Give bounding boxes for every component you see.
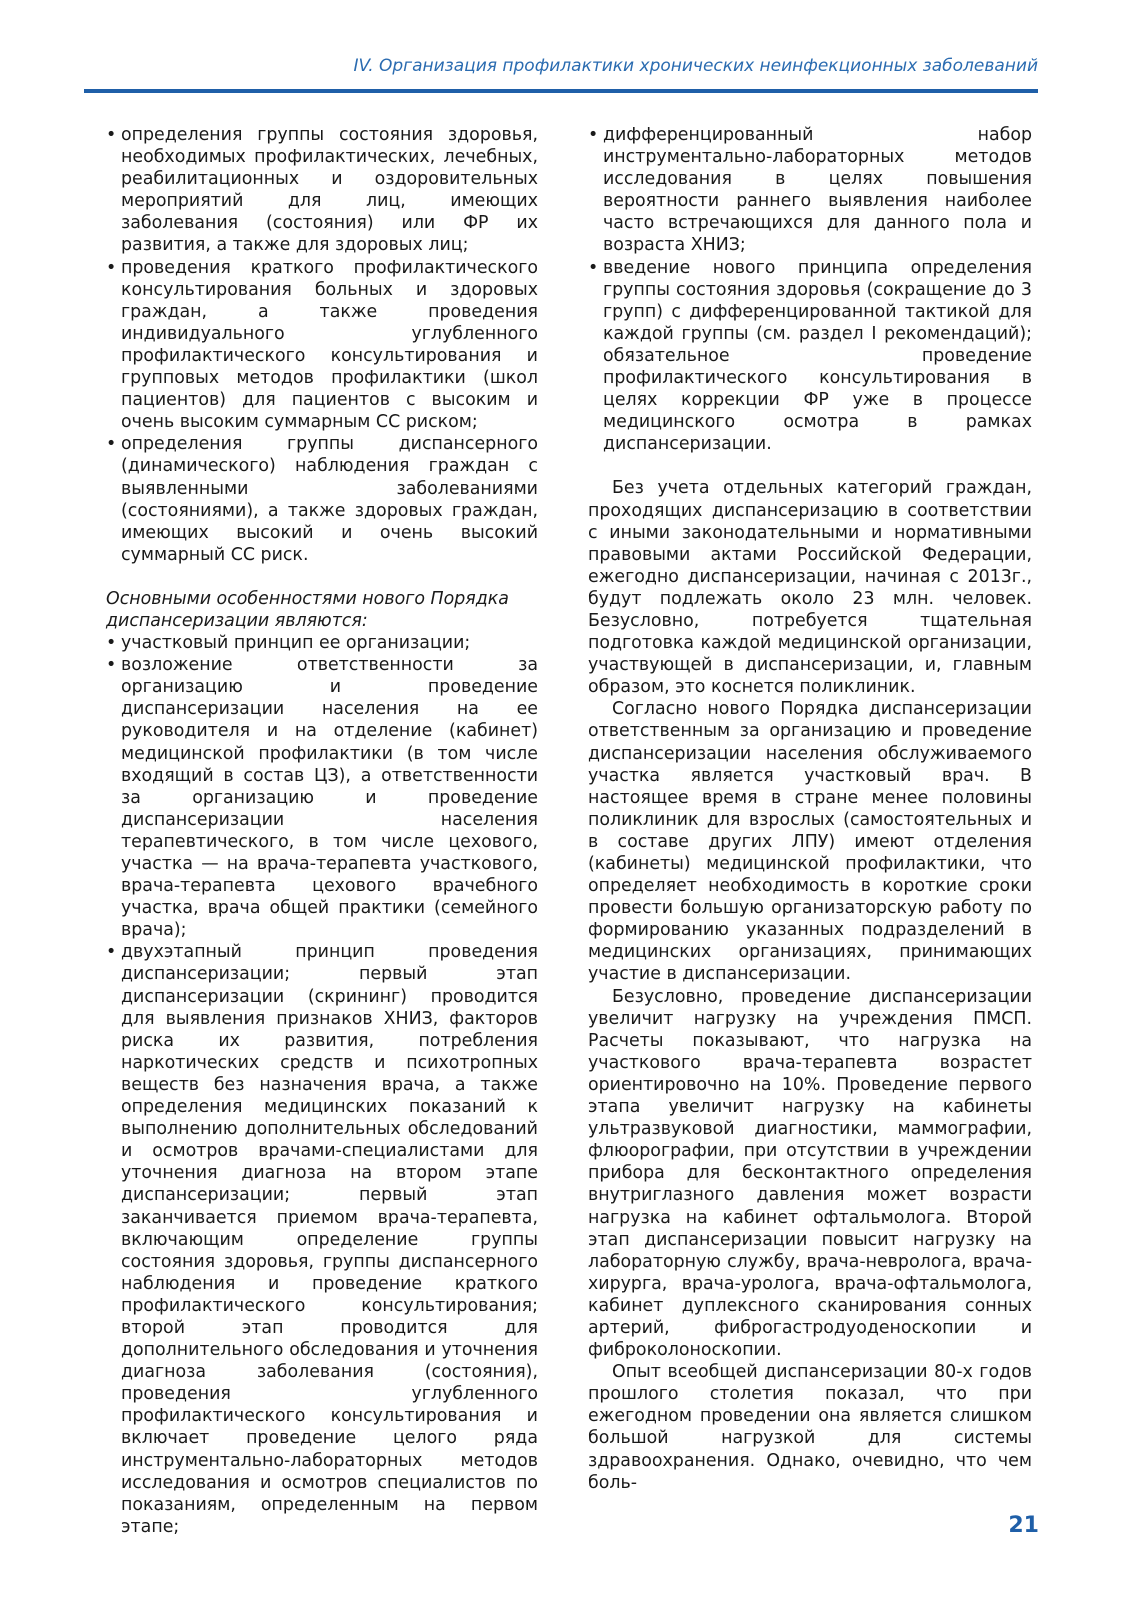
right-column: [588, 124, 1032, 1494]
header-rule: [84, 89, 1038, 93]
left-column: [106, 124, 538, 1538]
bullet-list-c: [588, 124, 1032, 455]
list-item: • определения группы диспансерного (динамического) наблюдения граждан с выявленными заболеваниями (состояниями), а также здоровых граждан, имеющих высокий и очень высокий суммарный СС риск.: [106, 433, 538, 566]
running-header: IV. Организация профилактики хронических неинфекционных заболеваний: [353, 56, 1038, 76]
section-lead: Основными особенностями нового Порядка диспансеризации являются:: [106, 588, 509, 631]
list-item: • дифференцированный набор инструментально-лабораторных методов исследования в целях повышения вероятности раннего выявления наиболее часто встречающихся для данного пола и возраста ХНИЗ;: [588, 124, 1032, 257]
list-item: • определения группы состояния здоровья, необходимых профилактических, лечебных, реабилитационных и оздоровительных мероприятий для лиц, имеющих заболевания (состояния) или ФР их развития, а также для здоровых лиц;: [106, 124, 538, 257]
list-item: • проведения краткого профилактического консультирования больных и здоровых граждан, а также проведения индивидуального углубленного профилактического консультирования и групповых методов профилактики (школ пациентов) для пациентов с высоким и очень высоким суммарным СС риском;: [106, 257, 538, 434]
paragraph: Согласно нового Порядка диспансеризации ответственным за организацию и проведение диспансеризации населения обслуживаемого участка является участковый врач. В настоящее время в стране менее половины поликлиник для взрослых (самостоятельных и в составе других ЛПУ) имеют отделения (кабинеты) медицинской профилактики, что определяет необходимость в короткие сроки провести большую организаторскую работу по формированию указанных подразделений в медицинских организациях, принимающих участие в диспансеризации.: [588, 699, 1032, 985]
list-item: • возложение ответственности за организацию и проведение диспансеризации населения на ее руководителя и на отделение (кабинет) медицинской профилактики (в том числе входящий в состав ЦЗ), а ответственности за организацию и проведение диспансеризации населения терапевтического, в том числе цехового, участка — на врача-терапевта участкового, врача-терапевта цехового врачебного участка, врача общей практики (семейного врача);: [106, 654, 538, 941]
list-item: • введение нового принципа определения группы состояния здоровья (сокращение до 3 групп) с дифференцированной тактикой для каждой группы (см. раздел I рекомендаций); обязательное проведение профилактического консультирования в целях коррекции ФР уже в процессе медицинского осмотра в рамках диспансеризации.: [588, 257, 1032, 456]
bullet-list-b: [106, 632, 538, 1538]
bullet-list-a: [106, 124, 538, 566]
list-item: • двухэтапный принцип проведения диспансеризации; первый этап диспансеризации (скрининг) проводится для выявления признаков ХНИЗ, факторов риска их развития, потребления наркотических средств и психотропных веществ без назначения врача, а также определения медицинских показаний к выполнению дополнительных обследований и осмотров врачами-специалистами для уточнения диагноза на втором этапе диспансеризации; первый этап заканчивается приемом врача-терапевта, включающим определение группы состояния здоровья, группы диспансерного наблюдения и проведение краткого профилактического консультирования; второй этап проводится для дополнительного обследования и уточнения диагноза заболевания (состояния), проведения углубленного профилактического консультирования и включает проведение целого ряда инструментально-лабораторных методов исследования и осмотров специалистов по показаниям, определенным на первом этапе;: [106, 941, 538, 1538]
page-number: 21: [1008, 1513, 1039, 1538]
paragraph: Опыт всеобщей диспансеризации 80-х годов прошлого столетия показал, что при ежегодном проведении она является слишком большой нагрузкой для системы здравоохранения. Однако, очевидно, что чем боль-: [588, 1362, 1032, 1493]
list-item: • участковый принцип ее организации;: [106, 632, 538, 654]
paragraph: Безусловно, проведение диспансеризации увеличит нагрузку на учреждения ПМСП. Расчеты показывают, что нагрузка на участкового врача-терапевта возрастет ориентировочно на 10%. Проведение первого этапа увеличит нагрузку на кабинеты ультразвуковой диагностики, маммографии, флюорографии, при отсутствии в учреждении прибора для бесконтактного определения внутриглазного давления может возрасти нагрузка на кабинет офтальмолога. Второй этап диспансеризации повысит нагрузку на лабораторную службу, врача-невролога, врача-хирурга, врача-уролога, врача-офтальмолога, кабинет дуплексного сканирования сонных артерий, фиброгастродуоденоскопии и фиброколоноскопии.: [588, 986, 1032, 1361]
paragraph: Без учета отдельных категорий граждан, проходящих диспансеризацию в соответствии с иными законодательными и нормативными правовыми актами Российской Федерации, ежегодно диспансеризации, начиная с 2013г., будут подлежать около 23 млн. человек. Безусловно, потребуется тщательная подготовка каждой медицинской организации, участвующей в диспансеризации, и, главным образом, это коснется поликлиник.: [588, 478, 1032, 698]
